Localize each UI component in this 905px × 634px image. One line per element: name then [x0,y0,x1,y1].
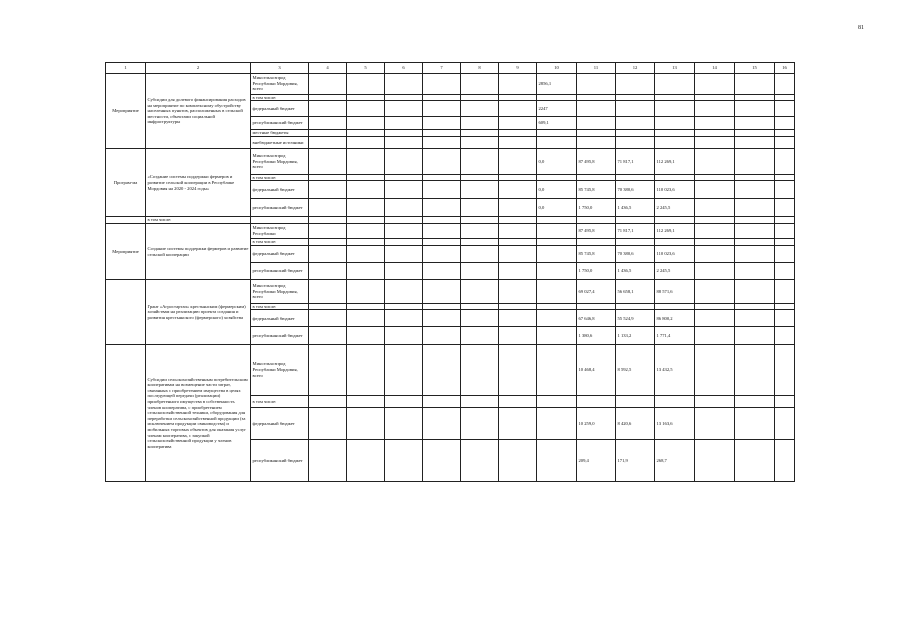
row-name: Субсидии для долевого финансирования расходов на мероприятие по комплексному обустройству населенных пунктов, расположенных в сельской местности, объектами социальной инфраструктуры [146,73,251,149]
cell-value: 10 468,4 [577,345,616,395]
cell-value: 8 420,6 [616,408,655,440]
col-header: 11 [577,63,616,74]
col-header: 13 [655,63,695,74]
cell-value: 0,0 [537,199,577,217]
source-label: федеральный бюджет [251,245,309,262]
col-header: 6 [385,63,423,74]
source-label: в том числе: [251,395,309,408]
row-name: Создание системы поддержки фермеров и развитие сельской кооперации [146,224,251,280]
cell-value: 112 269,1 [655,224,695,239]
cell-value: 2247 [537,101,577,117]
row-name: «Создание системы поддержки фермеров и развитие сельской кооперации в Республике Мордовия на 2020 - 2024 годы» [146,149,251,217]
source-label: местные бюджеты [251,129,309,136]
cell-value: 85 745,8 [577,181,616,199]
source-label: в том числе: [251,238,309,245]
col-header: 16 [775,63,795,74]
source-label: Минсельхозпрод Республики Мордовия, всего [251,149,309,174]
col-header: 8 [461,63,499,74]
source-label: Минсельхозпрод Республики [251,224,309,239]
source-label: в том числе: [251,174,309,181]
cell-value: 1 436,5 [616,199,655,217]
source-label: Минсельхозпрод Республики Мордовия, всего [251,345,309,395]
cell-value: 1 771,4 [655,327,695,345]
source-label: республиканский бюджет [251,439,309,481]
cell-value: 110 023,6 [655,181,695,199]
col-header: 1 [106,63,146,74]
table-row [106,224,795,239]
cell-value: 209,4 [577,439,616,481]
section-label: в том числе: [146,217,251,224]
cell-value: 112 269,1 [655,149,695,174]
row-type: Програм-ма [106,149,146,217]
cell-value: 1 750,0 [577,199,616,217]
cell-value: 87 495,8 [577,224,616,239]
cell-value: 1 750,0 [577,262,616,280]
cell-value: 70 380,6 [616,245,655,262]
cell-value: 268,7 [655,439,695,481]
source-label: в том числе: [251,303,309,310]
col-header: 9 [499,63,537,74]
header-row [106,63,795,74]
source-label: Минсельхозпрод Республики Мордовия, всего [251,280,309,303]
col-header: 12 [616,63,655,74]
cell-value: 2 245,5 [655,199,695,217]
row-type: Мероприятие [106,224,146,280]
source-label: федеральный бюджет [251,310,309,327]
table-row [106,217,795,224]
cell-value: 55 524,9 [616,310,655,327]
cell-value: 88 571,6 [655,280,695,303]
col-header: 14 [695,63,735,74]
source-label: Минсельхозпрод Республики Мордовия, всего [251,73,309,94]
cell-value: 13 432,5 [655,345,695,395]
cell-value: 0,0 [537,181,577,199]
cell-value: 609,1 [537,117,577,130]
cell-value: 69 027,4 [577,280,616,303]
table-row [106,149,795,174]
source-label: федеральный бюджет [251,181,309,199]
col-header: 15 [735,63,775,74]
cell-value: 67 646,8 [577,310,616,327]
source-label: федеральный бюджет [251,408,309,440]
col-header: 5 [347,63,385,74]
cell-value: 56 658,1 [616,280,655,303]
source-label: республиканский бюджет [251,327,309,345]
source-label: федеральный бюджет [251,101,309,117]
row-name: Субсидии сельскохозяйственным потребительским кооперативам на возмещение части затрат, связанных с приобретением имущества в целях последующей передачи (реализации) приобретенного имущества в собственность членов кооператива, с приобретением сельскохозяйственной техники, оборудования для переработки сельскохозяйственной продукции (за исключением продукции свиноводства) и мобильных торговых объектов для оказания услуг членам кооператива, с закупкой сельскохозяйственной продукции у членов кооператива [146,345,251,482]
cell-value: 8 592,5 [616,345,655,395]
cell-value: 71 817,1 [616,149,655,174]
table-row [106,345,795,395]
row-name: Грант «Агростартап» крестьянским (фермерским) хозяйствам на реализацию проекта создания и развития крестьянского (фермерского) хозяйства [146,280,251,345]
source-label: республиканский бюджет [251,262,309,280]
cell-value: 1 380,6 [577,327,616,345]
source-label: в том числе: [251,94,309,101]
table-row [106,73,795,94]
cell-value: 1 133,2 [616,327,655,345]
cell-value: 87 495,8 [577,149,616,174]
col-header: 7 [423,63,461,74]
table-row [106,280,795,303]
page-number: 81 [858,25,864,31]
cell-value: 71 817,1 [616,224,655,239]
cell-value: 10 259,0 [577,408,616,440]
cell-value: 85 745,8 [577,245,616,262]
cell-value: 1 436,5 [616,262,655,280]
col-header: 10 [537,63,577,74]
budget-table [105,62,795,482]
col-header: 2 [146,63,251,74]
source-label: республиканский бюджет [251,199,309,217]
cell-value: 171,9 [616,439,655,481]
cell-value: 110 023,6 [655,245,695,262]
cell-value: 0,0 [537,149,577,174]
cell-value: 2856,1 [537,73,577,94]
cell-value: 13 163,6 [655,408,695,440]
col-header: 3 [251,63,309,74]
row-type: Мероприятие [106,73,146,149]
cell-value: 70 380,6 [616,181,655,199]
source-label: внебюджетные источники [251,136,309,149]
source-label: республиканский бюджет [251,117,309,130]
cell-value: 86 800,2 [655,310,695,327]
col-header: 4 [309,63,347,74]
cell-value: 2 245,5 [655,262,695,280]
